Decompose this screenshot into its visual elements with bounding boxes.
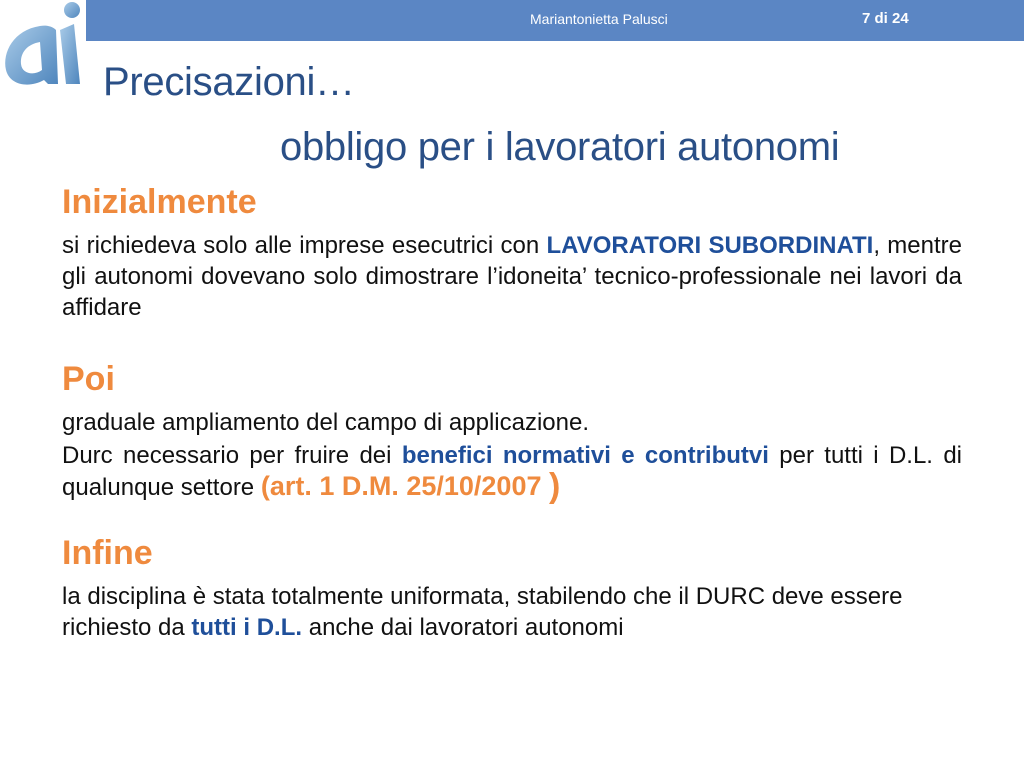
slide-content: [62, 180, 962, 643]
slide-title: Precisazioni…: [103, 60, 355, 104]
paragraph-text: graduale ampliamento del campo di applicazione.: [62, 409, 589, 436]
page-counter: 7 di 24: [862, 10, 909, 27]
paragraph-text: anche dai lavoratori autonomi: [302, 614, 624, 641]
ai-logo-icon: [0, 0, 86, 92]
section-heading-inizialmente: Inizialmente: [62, 183, 257, 221]
section-heading-infine: Infine: [62, 534, 153, 572]
law-reference-close: ): [548, 467, 561, 505]
paragraph-text: per tutti i D.L. di qualunque settore: [62, 442, 962, 501]
law-reference: (art. 1 D.M. 25/10/2007: [260, 471, 549, 501]
highlight-text: LAVORATORI SUBORDINATI: [546, 232, 874, 259]
section-paragraph: [62, 440, 962, 503]
paragraph-text: , mentre gli autonomi dovevano solo dimostrare l’idoneita’ tecnico-professionale nei lavori da affidare: [62, 232, 963, 321]
section-paragraph: [62, 407, 962, 438]
section-paragraph: [62, 230, 962, 323]
highlight-text: benefici normativi e contributvi: [401, 442, 769, 469]
header-bar: [86, 0, 1024, 41]
section-paragraph: [62, 581, 962, 643]
slide-subtitle: obbligo per i lavoratori autonomi: [280, 125, 840, 169]
highlight-text: tutti i D.L.: [191, 614, 303, 641]
header-author: Mariantonietta Palusci: [530, 11, 668, 27]
section-heading-poi: Poi: [62, 360, 115, 398]
paragraph-text: si richiedeva solo alle imprese esecutrici con: [62, 232, 547, 259]
paragraph-text: Durc necessario per fruire dei: [62, 442, 402, 469]
paragraph-text: la disciplina è stata totalmente uniformata, stabilendo che il DURC deve essere richiesto da: [62, 583, 903, 641]
